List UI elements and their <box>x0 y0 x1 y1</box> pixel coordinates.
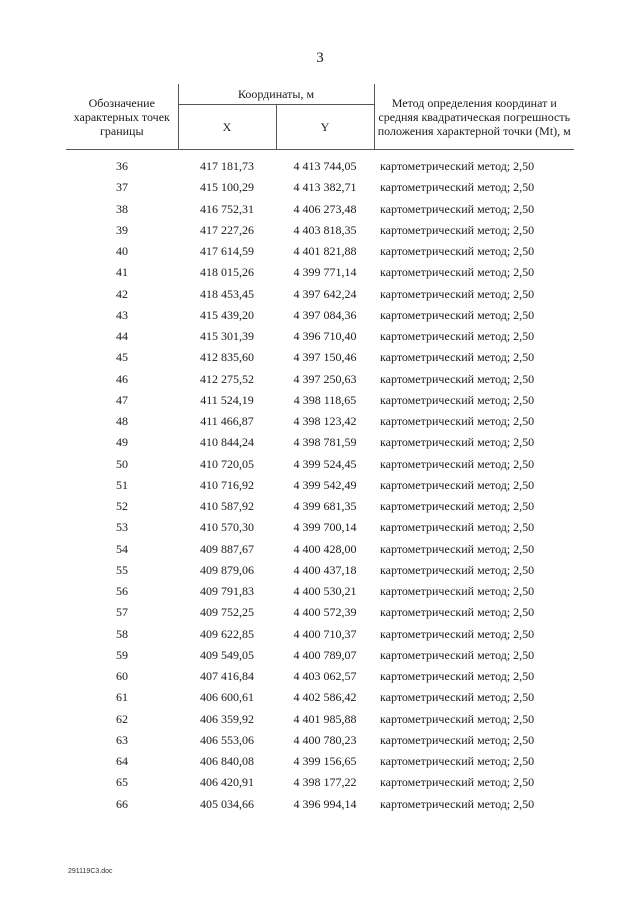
cell-y: 4 406 273,48 <box>293 201 357 216</box>
header-x: X <box>178 105 276 150</box>
cell-x: 418 015,26 <box>200 265 254 280</box>
table-row <box>66 496 574 517</box>
cell-point-id: 54 <box>116 541 128 556</box>
cell-method: картометрический метод; 2,50 <box>380 669 535 684</box>
table-row <box>66 709 574 730</box>
table-row <box>66 687 574 708</box>
cell-y: 4 401 985,88 <box>293 711 357 726</box>
cell-x: 410 716,92 <box>200 477 254 492</box>
cell-y: 4 398 118,65 <box>293 392 357 407</box>
cell-point-id: 45 <box>116 350 128 365</box>
cell-x: 409 791,83 <box>200 584 254 599</box>
cell-point-id: 57 <box>116 605 128 620</box>
cell-y: 4 400 789,07 <box>293 647 357 662</box>
cell-point-id: 60 <box>116 669 128 684</box>
cell-x: 409 887,67 <box>200 541 254 556</box>
cell-method: картометрический метод; 2,50 <box>380 499 535 514</box>
cell-y: 4 403 818,35 <box>293 222 357 237</box>
table-row <box>66 475 574 496</box>
cell-method: картометрический метод; 2,50 <box>380 711 535 726</box>
cell-y: 4 397 150,46 <box>293 350 357 365</box>
cell-x: 406 600,61 <box>200 690 254 705</box>
table-row <box>66 624 574 645</box>
table-row <box>66 751 574 772</box>
cell-method: картометрический метод; 2,50 <box>380 562 535 577</box>
cell-point-id: 55 <box>116 562 128 577</box>
cell-point-id: 38 <box>116 201 128 216</box>
cell-method: картометрический метод; 2,50 <box>380 775 535 790</box>
cell-method: картометрический метод; 2,50 <box>380 392 535 407</box>
cell-y: 4 398 781,59 <box>293 435 357 450</box>
cell-x: 409 622,85 <box>200 626 254 641</box>
cell-y: 4 401 821,88 <box>293 244 357 259</box>
page-number: 3 <box>316 50 324 66</box>
cell-method: картометрический метод; 2,50 <box>380 690 535 705</box>
table-row <box>66 794 574 815</box>
cell-y: 4 413 744,05 <box>293 159 357 174</box>
cell-x: 417 181,73 <box>200 159 254 174</box>
cell-point-id: 62 <box>116 711 128 726</box>
table-row <box>66 262 574 283</box>
cell-y: 4 399 524,45 <box>293 456 357 471</box>
cell-x: 409 752,25 <box>200 605 254 620</box>
cell-y: 4 400 428,00 <box>293 541 357 556</box>
cell-point-id: 66 <box>116 796 128 811</box>
cell-y: 4 403 062,57 <box>293 669 357 684</box>
table-row <box>66 305 574 326</box>
cell-point-id: 58 <box>116 626 128 641</box>
table-row <box>66 369 574 390</box>
cell-x: 418 453,45 <box>200 286 254 301</box>
cell-x: 406 420,91 <box>200 775 254 790</box>
coordinates-table-container <box>66 84 574 815</box>
cell-point-id: 39 <box>116 222 128 237</box>
table-row <box>66 411 574 432</box>
cell-point-id: 41 <box>116 265 128 280</box>
table-row <box>66 432 574 453</box>
cell-point-id: 64 <box>116 754 128 769</box>
cell-y: 4 398 177,22 <box>293 775 357 790</box>
table-row <box>66 347 574 368</box>
cell-method: картометрический метод; 2,50 <box>380 180 535 195</box>
cell-y: 4 399 700,14 <box>293 520 357 535</box>
table-row <box>66 284 574 305</box>
table-row <box>66 730 574 751</box>
cell-point-id: 65 <box>116 775 128 790</box>
cell-x: 407 416,84 <box>200 669 254 684</box>
cell-point-id: 51 <box>116 477 128 492</box>
cell-x: 411 466,87 <box>200 414 254 429</box>
cell-method: картометрический метод; 2,50 <box>380 414 535 429</box>
cell-x: 411 524,19 <box>200 392 254 407</box>
cell-method: картометрический метод; 2,50 <box>380 329 535 344</box>
cell-x: 412 275,52 <box>200 371 254 386</box>
cell-point-id: 44 <box>116 329 128 344</box>
cell-point-id: 36 <box>116 159 128 174</box>
cell-y: 4 400 437,18 <box>293 562 357 577</box>
cell-x: 406 553,06 <box>200 732 254 747</box>
table-row <box>66 772 574 793</box>
cell-method: картометрический метод; 2,50 <box>380 307 535 322</box>
table-row <box>66 645 574 666</box>
cell-y: 4 397 642,24 <box>293 286 357 301</box>
table-row <box>66 560 574 581</box>
cell-y: 4 400 530,21 <box>293 584 357 599</box>
cell-point-id: 50 <box>116 456 128 471</box>
cell-x: 410 587,92 <box>200 499 254 514</box>
cell-method: картометрический метод; 2,50 <box>380 222 535 237</box>
cell-y: 4 397 084,36 <box>293 307 357 322</box>
cell-point-id: 48 <box>116 414 128 429</box>
cell-method: картометрический метод; 2,50 <box>380 201 535 216</box>
cell-y: 4 399 681,35 <box>293 499 357 514</box>
cell-x: 410 720,05 <box>200 456 254 471</box>
cell-method: картометрический метод; 2,50 <box>380 456 535 471</box>
cell-x: 406 840,08 <box>200 754 254 769</box>
header-method: Метод определения координат и средняя квадратическая погрешность положения характерной точки (Mt), м <box>374 84 574 150</box>
cell-y: 4 398 123,42 <box>293 414 357 429</box>
table-row <box>66 454 574 475</box>
header-y: Y <box>276 105 374 150</box>
cell-x: 409 879,06 <box>200 562 254 577</box>
cell-method: картометрический метод; 2,50 <box>380 244 535 259</box>
table-row <box>66 581 574 602</box>
cell-y: 4 400 710,37 <box>293 626 357 641</box>
cell-y: 4 400 572,39 <box>293 605 357 620</box>
cell-x: 409 549,05 <box>200 647 254 662</box>
cell-point-id: 56 <box>116 584 128 599</box>
cell-y: 4 402 586,42 <box>293 690 357 705</box>
header-coordinates: Координаты, м <box>178 84 374 105</box>
cell-method: картометрический метод; 2,50 <box>380 796 535 811</box>
cell-method: картометрический метод; 2,50 <box>380 605 535 620</box>
cell-y: 4 399 156,65 <box>293 754 357 769</box>
cell-method: картометрический метод; 2,50 <box>380 286 535 301</box>
table-row <box>66 150 574 178</box>
cell-point-id: 53 <box>116 520 128 535</box>
cell-y: 4 397 250,63 <box>293 371 357 386</box>
cell-method: картометрический метод; 2,50 <box>380 477 535 492</box>
cell-y: 4 396 710,40 <box>293 329 357 344</box>
cell-y: 4 413 382,71 <box>293 180 357 195</box>
cell-point-id: 37 <box>116 180 128 195</box>
cell-method: картометрический метод; 2,50 <box>380 265 535 280</box>
cell-method: картометрический метод; 2,50 <box>380 520 535 535</box>
cell-method: картометрический метод; 2,50 <box>380 754 535 769</box>
cell-x: 415 301,39 <box>200 329 254 344</box>
cell-x: 415 439,20 <box>200 307 254 322</box>
cell-point-id: 52 <box>116 499 128 514</box>
cell-method: картометрический метод; 2,50 <box>380 732 535 747</box>
cell-method: картометрический метод; 2,50 <box>380 159 535 174</box>
table-row <box>66 220 574 241</box>
cell-y: 4 399 771,14 <box>293 265 357 280</box>
coordinates-table <box>66 84 574 815</box>
cell-x: 405 034,66 <box>200 796 254 811</box>
table-row <box>66 539 574 560</box>
cell-point-id: 49 <box>116 435 128 450</box>
table-body <box>66 150 574 815</box>
cell-point-id: 43 <box>116 307 128 322</box>
table-row <box>66 390 574 411</box>
cell-method: картометрический метод; 2,50 <box>380 647 535 662</box>
footer-filename: 291119С3.doc <box>68 868 113 875</box>
cell-y: 4 400 780,23 <box>293 732 357 747</box>
table-row <box>66 326 574 347</box>
cell-method: картометрический метод; 2,50 <box>380 584 535 599</box>
cell-x: 415 100,29 <box>200 180 254 195</box>
table-row <box>66 241 574 262</box>
cell-x: 412 835,60 <box>200 350 254 365</box>
table-row <box>66 177 574 198</box>
cell-x: 417 227,26 <box>200 222 254 237</box>
cell-x: 417 614,59 <box>200 244 254 259</box>
cell-x: 406 359,92 <box>200 711 254 726</box>
cell-point-id: 63 <box>116 732 128 747</box>
cell-method: картометрический метод; 2,50 <box>380 626 535 641</box>
cell-y: 4 396 994,14 <box>293 796 357 811</box>
cell-point-id: 61 <box>116 690 128 705</box>
cell-x: 416 752,31 <box>200 201 254 216</box>
cell-point-id: 46 <box>116 371 128 386</box>
cell-method: картометрический метод; 2,50 <box>380 350 535 365</box>
cell-x: 410 844,24 <box>200 435 254 450</box>
table-header <box>66 84 574 150</box>
cell-x: 410 570,30 <box>200 520 254 535</box>
cell-y: 4 399 542,49 <box>293 477 357 492</box>
table-row <box>66 602 574 623</box>
cell-point-id: 59 <box>116 647 128 662</box>
table-row <box>66 199 574 220</box>
cell-method: картометрический метод; 2,50 <box>380 541 535 556</box>
cell-method: картометрический метод; 2,50 <box>380 435 535 450</box>
cell-method: картометрический метод; 2,50 <box>380 371 535 386</box>
cell-point-id: 42 <box>116 286 128 301</box>
cell-point-id: 40 <box>116 244 128 259</box>
table-row <box>66 666 574 687</box>
cell-point-id: 47 <box>116 392 128 407</box>
table-row <box>66 517 574 538</box>
header-designation: Обозначение характерных точек границы <box>66 84 178 150</box>
